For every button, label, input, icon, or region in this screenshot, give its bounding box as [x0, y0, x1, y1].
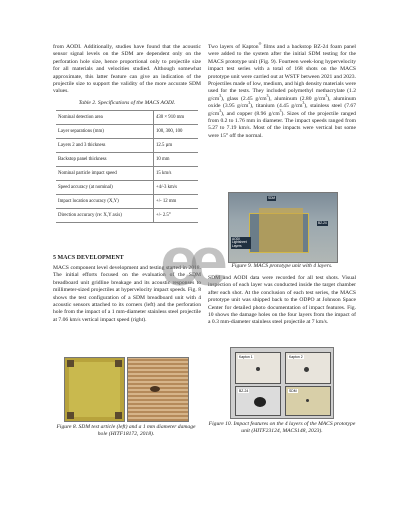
table-row [56, 167, 198, 181]
table-cell-value: +/- 2.5° [154, 209, 199, 223]
fig9-label-bz24: BZ-24 [318, 220, 327, 225]
registered-mark: ® [258, 42, 262, 47]
fig10-caption: Figure 10. Impact features on the 4 layers of the MACS prototype unit (HITF23124, MACS148, 2023). [208, 421, 356, 435]
panel-bz24: BZ-24 [235, 386, 281, 416]
fig9-label-aodi: AODI Lightsheet Layers [231, 237, 251, 249]
dev-paragraph: MACS component level development and testing started in 2018. The initial efforts focused on the evaluation of the SDM breadboard unit gridline breakage and its acoustic responses to millimeter-sized projectiles at hypervelocity impact speeds. Fig. 8 shows the test configuration of a SDM breadboard unit with 4 acoustic sensors attached to its corners (left) and the perforation hole from the impact of a 1 mm-diameter stainless steel projectile at 7.06 km/s vertical impact speed (right). [53, 265, 201, 323]
table-cell-value: +/- 12 mm [154, 195, 199, 209]
table-row [56, 181, 198, 195]
section-heading: 5 MACS DEVELOPMENT [53, 255, 124, 261]
damage-hole-image [127, 357, 189, 422]
table-cell-value: +4/-3 km/s [154, 181, 199, 195]
table-cell-value: 12.5 µm [154, 139, 199, 153]
table-cell-label: Nominal detection area [56, 111, 154, 125]
table-cell-label: Backstop panel thickness [56, 153, 154, 167]
table-cell-label: Layer separations (mm) [56, 125, 154, 139]
table-row [56, 195, 198, 209]
sdm-test-article-image [64, 357, 125, 422]
right-column [208, 44, 356, 140]
fig9-label-sdm: SDM [268, 195, 276, 200]
materials-paragraph: Two layers of Kapton® films and a backstop BZ-24 foam panel were added to the system after the initial SDM testing for the MACS prototype unit (Fig. 9). Fourteen week-long hypervelocity impact test series with a total of 168 shots on the MACS prototype unit were carried out at WSTF between 2021 and 2023. Projectiles made of low, medium, and high density materials were used for the tests. They included polymethyl methacrylate (1.2 $g/cm^3$), glass (2.45 $g/cm^3$), aluminum (2.80 $g/cm^3$), aluminum oxide (3.95 $g/cm^3$), titanium (4.45 $g/cm^3$), stainless steel (7.67 $g/cm^3$), and copper (8.96 $g/cm^3$). Sizes of the projectile ranged from 0.2 to 1.76 mm in diameter. The impact speeds ranged from 5.27 to 7.19 km/s. Most of the impacts were vertical but some were 15° off the normal. [208, 42, 357, 139]
table-cell-value: 430 × 910 mm [154, 111, 199, 125]
fig9-caption: Figure 9. MACS prototype unit with 4 layers. [231, 263, 333, 269]
watermark-logo: ee [160, 222, 218, 300]
left-column [53, 44, 201, 223]
table-cell-value: 100, 300, 100 [154, 125, 199, 139]
table-row [56, 209, 198, 223]
intro-paragraph: from AODI. Additionally, studies have found that the acoustic sensor signal levels on the SDM are dependent only on the perforation hole size, hence proportional only to projectile size for all materials and velocities studied. Although somewhat approximate, this latter feature can give an indication of the projectile size to support the validity of the more accurate SDM values. [53, 44, 201, 95]
panel-kapton-1: Kapton 1 [235, 352, 281, 384]
fig8-caption-wrap [56, 424, 196, 438]
table-row [56, 139, 198, 153]
specifications-table [56, 110, 198, 223]
fig10-caption-wrap [208, 421, 356, 435]
table-row [56, 153, 198, 167]
panel-sdm: SDM [285, 386, 331, 416]
table-row [56, 125, 198, 139]
table-cell-value: 15 km/s [154, 167, 199, 181]
impact-features-image [230, 347, 334, 419]
inspection-block [208, 275, 356, 327]
inspection-paragraph: SDM and AODI data were recorded for all test shots. Visual inspection of each layer was conducted inside the target chamber after each shot. At the conclusion of each test series, the MACS prototype unit was shipped back to the ODPO at Johnson Space Center for detailed photo documentation of impact features. Fig. 10 shows the damage holes on the four layers from the impact of a 0.3 mm-diameter stainless steel projectile at 7 km/s. [208, 275, 356, 326]
macs-prototype-image [228, 192, 338, 263]
table-cell-label: Impact location accuracy (X,Y) [56, 195, 154, 209]
section-5 [53, 254, 201, 324]
table-cell-label: Speed accuracy (at nominal) [56, 181, 154, 195]
fig9-caption-wrap [208, 263, 356, 270]
table-cell-label: Layers 2 and 3 thickness [56, 139, 154, 153]
table-cell-label: Direction accuracy (re: X,Y axis) [56, 209, 154, 223]
table-cell-value: 10 mm [154, 153, 199, 167]
panel-kapton-2: Kapton 2 [285, 352, 331, 384]
fig8-caption: Figure 8. SDM test article (left) and a 1 mm diameter damage hole (HITF18172, 2018). [56, 424, 196, 438]
table-row [56, 111, 198, 125]
table-cell-label: Nominal particle impact speed [56, 167, 154, 181]
table-caption: Table 2. Specifications of the MACS AODI. [78, 99, 176, 106]
